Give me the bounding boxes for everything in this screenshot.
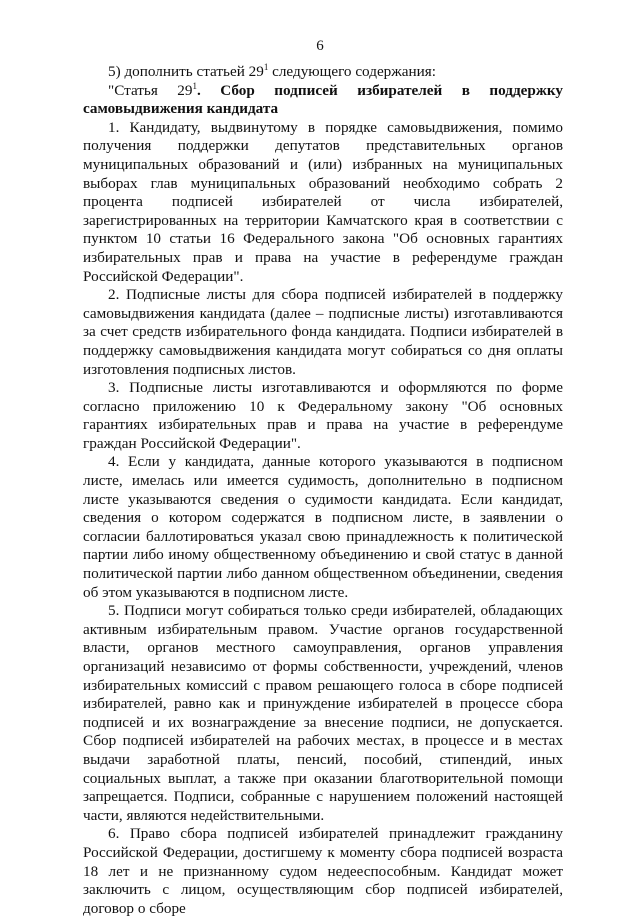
- article-number-superscript: 1: [192, 80, 197, 91]
- amendment-intro-superscript: 1: [263, 61, 269, 72]
- article-heading: [83, 82, 563, 119]
- article-title: Сбор подписей избирателей в поддержку самовыдвижения кандидата: [83, 81, 563, 118]
- paragraph-2: 2. Подписные листы для сбора подписей избирателей в поддержку самовыдвижения кандидата (далее – подписные листы) изготавливаются за счет средств избирательного фонда кандидата. Подписи избирателей в поддержку самовыдвижения кандидата могут собираться со дня оплаты изготовления подписных листов.: [83, 286, 563, 378]
- article-number: "Статья 29: [108, 81, 193, 99]
- paragraph-3: 3. Подписные листы изготавливаются и оформляются по форме согласно приложению 10 к Федеральному закону "Об основных гарантиях избирательных прав и права на участие в референдуме граждан Российской Федерации".: [83, 379, 563, 452]
- document-body: [83, 63, 563, 918]
- amendment-intro-tail: следующего содержания:: [268, 63, 436, 80]
- page-number: 6: [316, 38, 324, 54]
- paragraph-5: 5. Подписи могут собираться только среди избирателей, обладающих активным избирательным правом. Участие органов государственной власти, органов местного самоуправления, органов управления организаций независимо от формы собственности, учреждений, членов избирательных комиссий с правом решающего голоса в сборе подписей избирателей, равно как и принуждение избирателей в процессе сбора подписей и их вознаграждение за внесение подписи, не допускается. Сбор подписей избирателей на рабочих местах, в процессе и в местах выдачи заработной платы, пенсий, пособий, стипендий, иных социальных выплат, а также при оказании благотворительной помощи запрещается. Подписи, собранные с нарушением положений настоящей части, являются недействительными.: [83, 602, 563, 824]
- article-number-dot: .: [196, 81, 221, 99]
- amendment-intro-text: 5) дополнить статьей 29: [108, 63, 264, 80]
- amendment-intro: [83, 63, 563, 82]
- paragraph-4: 4. Если у кандидата, данные которого указываются в подписном листе, имелась или имеется судимость, дополнительно в подписном листе указываются сведения о судимости кандидата. Если кандидат, сведения о котором содержатся в подписном листе, в заявлении о согласии баллотироваться указал свою принадлежность к политической партии либо иному общественному объединению и свой статус в данной политической партии либо данном общественном объединении, сведения об этом указываются в подписном листе.: [83, 453, 563, 601]
- paragraph-1: 1. Кандидату, выдвинутому в порядке самовыдвижения, помимо получения поддержки депутатов представительных органов муниципальных образований и (или) избранных на муниципальных выборах глав муниципальных образований необходимо собрать 2 процента подписей избирателей от числа избирателей, зарегистрированных на территории Камчатского края в соответствии с пунктом 10 статьи 16 Федерального закона "Об основных гарантиях избирательных прав и права на участие в референдуме граждан Российской Федерации".: [83, 118, 563, 285]
- paragraph-6: 6. Право сбора подписей избирателей принадлежит гражданину Российской Федерации, достигшему к моменту сбора подписей возраста 18 лет и не признанному судом недееспособным. Кандидат может заключить с лицом, осуществляющим сбор подписей избирателей, договор о сборе: [83, 825, 563, 917]
